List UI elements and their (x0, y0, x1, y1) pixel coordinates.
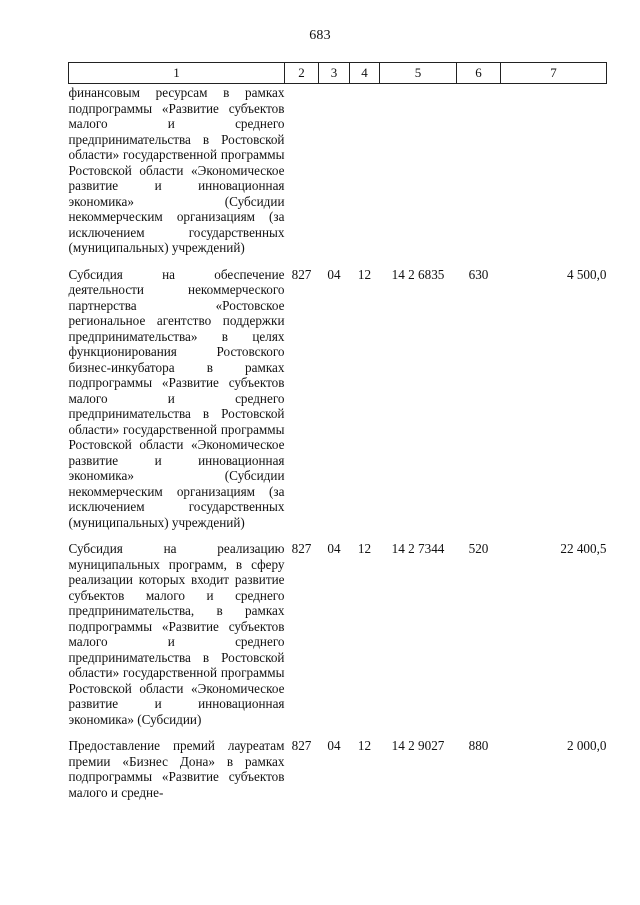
row-section-code: 04 (327, 541, 341, 556)
row-subsection-code: 12 (357, 738, 372, 753)
row-expense-type: 880 (468, 738, 489, 753)
row-subsection-code: 12 (357, 266, 372, 282)
row-amount: 2 000,0 (566, 738, 607, 753)
row-ministry-code (285, 84, 319, 256)
row-description: Субсидия на реализацию муниципальных программ, в сферу реализации которых входит развитие субъектов малого и среднего предпринимательства, в рамках подпрограммы «Развитие субъектов малого и среднего предпринимательства в Ростовской области» государственной программы Ростовской области «Экономическое развитие и инновационная экономика» (Субсидии) (68, 541, 285, 727)
table-row (69, 727, 607, 800)
row-target-article: 14 2 7344 (391, 541, 445, 556)
row-ministry-code: 827 (291, 541, 312, 556)
column-header-2: 2 (285, 63, 319, 84)
row-section-code (319, 84, 350, 256)
column-header-7: 7 (501, 63, 607, 84)
row-subsection-code: 12 (357, 541, 372, 556)
column-header-row (69, 63, 607, 84)
row-amount (501, 84, 607, 256)
row-description: финансовым ресурсам в рамках подпрограммы «Развитие субъектов малого и среднего предпринимательства в Ростовской области» государственной программы Ростовской области «Экономическое развитие и инновационная экономика» (Субсидии некоммерческим организациям (за исключением государственных (муниципальных) учреждений) (68, 85, 285, 255)
row-target-article (380, 84, 457, 256)
row-section-code: 04 (327, 738, 341, 753)
page-number: 683 (309, 28, 331, 43)
row-ministry-code: 827 (291, 266, 312, 282)
row-subsection-code (350, 84, 380, 256)
row-expense-type: 520 (468, 541, 489, 556)
budget-table (68, 62, 607, 800)
row-amount: 22 400,5 (560, 541, 607, 556)
column-header-4: 4 (350, 63, 380, 84)
row-description: Субсидия на обеспечение деятельности некоммерческого партнерства «Ростовское региональное агентство поддержки предпринимательства» в целях функционирования Ростовского бизнес-инкубатора в рамках подпрограммы «Развитие субъектов малого и среднего предпринимательства в Ростовской области» государственной программы Ростовской области «Экономическое развитие и инновационная экономика» (Субсидии некоммерческим организациям (за исключением государственных (муниципальных) учреждений) (68, 266, 285, 530)
column-header-3: 3 (319, 63, 350, 84)
table-row (69, 256, 607, 531)
row-description: Предоставление премий лауреатам премии «Бизнес Дона» в рамках подпрограммы «Развитие субъектов малого и средне- (68, 738, 285, 800)
column-header-5: 5 (380, 63, 457, 84)
row-amount: 4 500,0 (566, 266, 607, 282)
row-expense-type (457, 84, 501, 256)
table-row (69, 84, 607, 256)
row-ministry-code: 827 (291, 738, 312, 753)
column-header-6: 6 (457, 63, 501, 84)
table-row (69, 530, 607, 727)
row-target-article: 14 2 9027 (391, 738, 445, 753)
column-header-1: 1 (69, 63, 285, 84)
row-target-article: 14 2 6835 (391, 266, 445, 282)
row-expense-type: 630 (468, 266, 489, 282)
row-section-code: 04 (327, 266, 341, 282)
